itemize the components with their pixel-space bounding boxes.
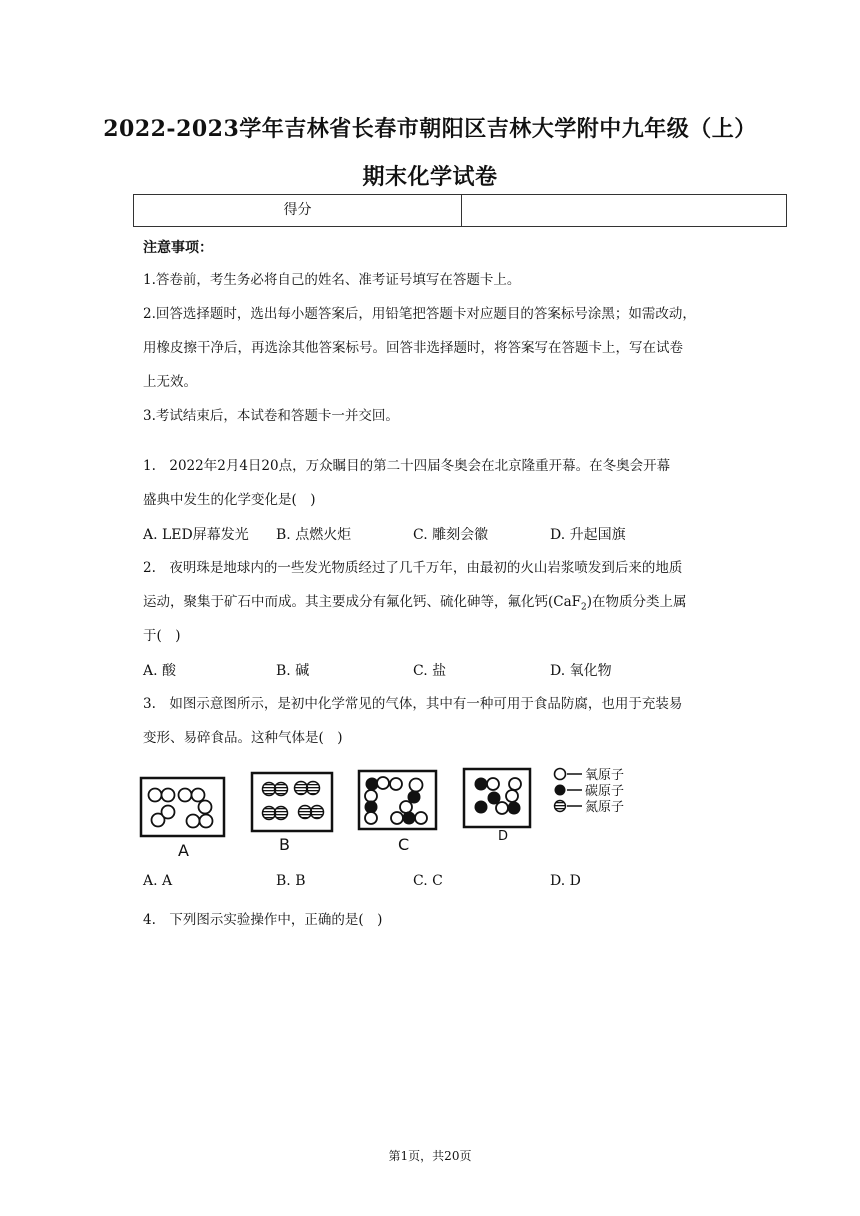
q4-stem-line1: 4. 下列图示实验操作中，正确的是( )	[143, 912, 383, 928]
figure-label-d: D	[498, 829, 509, 844]
legend-nitrogen-label: 氮原子	[585, 800, 625, 815]
q3-option-b: B. B	[276, 873, 306, 889]
q3-option-a: A. A	[143, 873, 173, 889]
q2-option-d: D. 氧化物	[550, 663, 612, 679]
q2-formula-subscript: 2	[581, 602, 587, 613]
q2-stem-line1: 2. 夜明珠是地球内的一些发光物质经过了几千万年，由最初的火山岩浆喷发到后来的地质	[143, 560, 683, 576]
q1-stem-line1: 1. 2022年2月4日20点，万众瞩目的第二十四届冬奥会在北京隆重开幕。在冬奥会开幕	[143, 458, 671, 474]
exam-title-line1: 2022-2023学年吉林省长春市朝阳区吉林大学附中九年级（上）	[103, 116, 757, 142]
box-a	[141, 778, 224, 836]
figure-label-c: C	[398, 835, 410, 854]
figure-legend	[555, 768, 625, 815]
notice-line-2a: 2.回答选择题时，选出每小题答案后，用铅笔把答题卡对应题目的答案标号涂黑；如需改动，	[143, 306, 696, 322]
legend-nitrogen-icon	[555, 801, 566, 812]
q1-stem-line2: 盛典中发生的化学变化是( )	[143, 492, 316, 508]
figure-label-b: B	[279, 835, 290, 854]
q2-option-c: C. 盐	[413, 663, 447, 679]
exam-title-line2: 期末化学试卷	[362, 164, 498, 190]
q1-options	[143, 524, 763, 546]
q3-option-c: C. C	[413, 873, 443, 889]
q2-option-b: B. 碱	[276, 663, 310, 679]
q1-option-a: A. LED屏幕发光	[143, 527, 249, 543]
score-table	[133, 194, 787, 227]
notice-line-1: 1.答卷前，考生务必将自己的姓名、准考证号填写在答题卡上。	[143, 272, 521, 288]
notice-heading: 注意事项：	[143, 240, 213, 256]
q2-stem-line2	[143, 592, 763, 618]
box-d	[464, 769, 530, 827]
score-label: 得分	[134, 195, 462, 226]
notice-line-2b: 用橡皮擦干净后，再选涂其他答案标号。回答非选择题时，将答案写在答题卡上，写在试卷	[143, 340, 683, 356]
q3-option-d: D. D	[550, 873, 581, 889]
legend-oxygen-icon	[555, 769, 566, 780]
q1-option-d: D. 升起国旗	[550, 527, 626, 543]
legend-carbon-label: 碳原子	[585, 784, 625, 799]
q3-molecule-figure	[138, 763, 678, 863]
legend-oxygen-label: 氧原子	[585, 768, 625, 783]
notice-line-3: 3.考试结束后，本试卷和答题卡一并交回。	[143, 408, 399, 424]
q2-stem-line2-a: 运动，聚集于矿石中而成。其主要成分有氟化钙、硫化砷等，氟化钙(CaF	[143, 594, 582, 610]
notice-line-2c: 上无效。	[143, 374, 197, 390]
score-value-cell	[462, 195, 786, 226]
page-footer: 第1页，共20页	[388, 1149, 472, 1163]
q2-options	[143, 660, 763, 682]
legend-carbon-icon	[555, 785, 566, 796]
q1-option-c: C. 雕刻会徽	[413, 527, 489, 543]
q3-options	[143, 873, 763, 895]
q3-stem-line2: 变形、易碎食品。这种气体是( )	[143, 730, 343, 746]
q3-stem-line1: 3. 如图示意图所示，是初中化学常见的气体，其中有一种可用于食品防腐，也用于充装易	[143, 696, 683, 712]
box-b	[252, 773, 332, 831]
q2-stem-line3: 于( )	[143, 628, 181, 644]
figure-label-a: A	[178, 841, 189, 860]
box-c	[359, 771, 436, 829]
q2-stem-line2-b: )在物质分类上属	[586, 594, 687, 610]
q2-option-a: A. 酸	[143, 663, 177, 679]
q1-option-b: B. 点燃火炬	[276, 527, 352, 543]
